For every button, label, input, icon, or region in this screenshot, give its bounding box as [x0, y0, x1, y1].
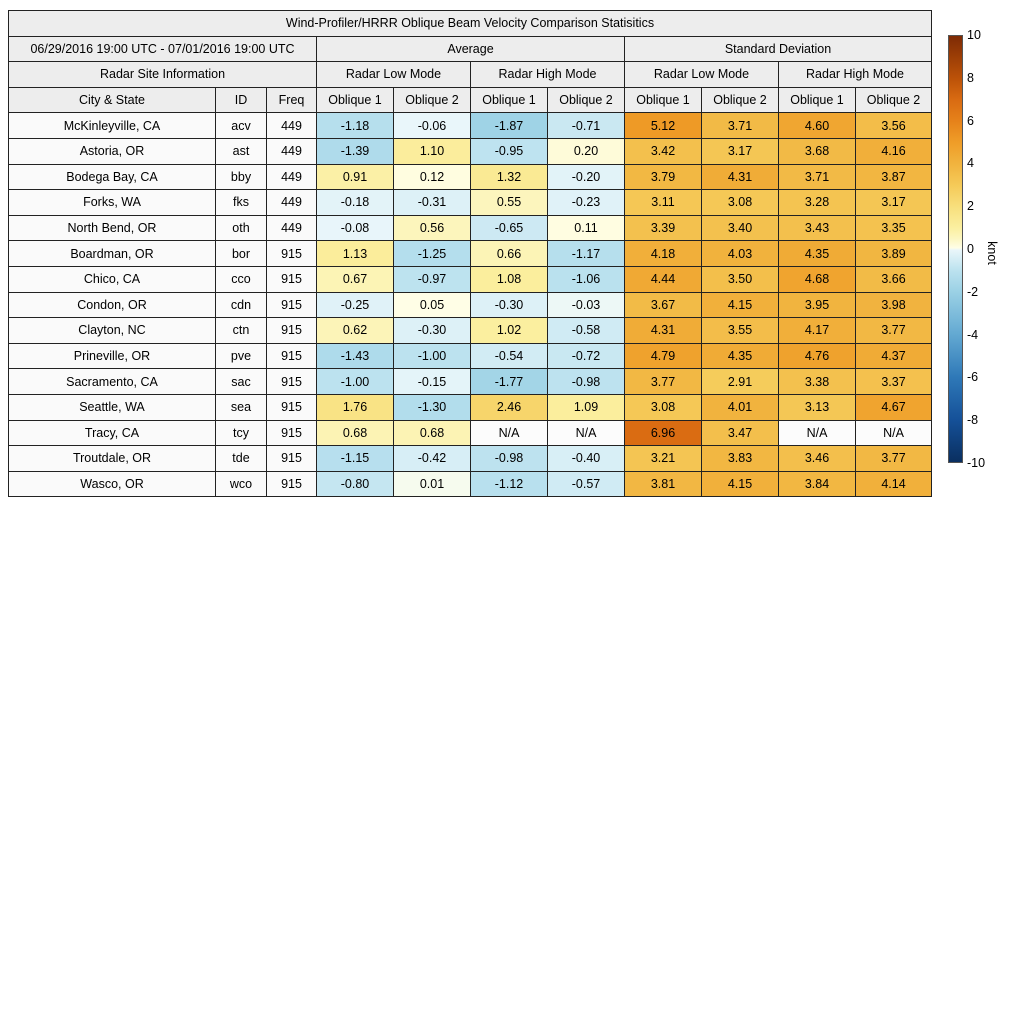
value-cell: -0.57: [548, 471, 625, 497]
value-cell: -1.17: [548, 241, 625, 267]
value-cell: 3.43: [779, 215, 856, 241]
table-row: [9, 343, 932, 369]
value-cell: 0.05: [394, 292, 471, 318]
value-cell: -1.77: [471, 369, 548, 395]
date-range: 06/29/2016 19:00 UTC - 07/01/2016 19:00 UTC: [9, 36, 317, 62]
city-cell: North Bend, OR: [9, 215, 216, 241]
value-cell: 3.40: [702, 215, 779, 241]
mode-header-std-high: Radar High Mode: [779, 62, 932, 88]
value-cell: 3.08: [625, 394, 702, 420]
city-cell: Sacramento, CA: [9, 369, 216, 395]
id-cell: fks: [216, 190, 267, 216]
freq-cell: 449: [267, 113, 317, 139]
mode-header-avg-low: Radar Low Mode: [317, 62, 471, 88]
mode-header-row: [9, 62, 932, 88]
value-cell: 3.81: [625, 471, 702, 497]
value-cell: 3.47: [702, 420, 779, 446]
col-header: Oblique 2: [548, 87, 625, 113]
value-cell: 4.44: [625, 266, 702, 292]
value-cell: 4.79: [625, 343, 702, 369]
value-cell: 4.68: [779, 266, 856, 292]
value-cell: 6.96: [625, 420, 702, 446]
value-cell: -0.98: [548, 369, 625, 395]
value-cell: 0.62: [317, 318, 394, 344]
value-cell: -0.03: [548, 292, 625, 318]
city-cell: Boardman, OR: [9, 241, 216, 267]
table-row: [9, 369, 932, 395]
value-cell: 1.08: [471, 266, 548, 292]
value-cell: -0.65: [471, 215, 548, 241]
colorbar-tick-label: 2: [967, 199, 974, 214]
colorbar-tick-label: -8: [967, 413, 979, 428]
table-row: [9, 266, 932, 292]
value-cell: -0.15: [394, 369, 471, 395]
freq-cell: 915: [267, 369, 317, 395]
value-cell: 3.71: [702, 113, 779, 139]
freq-cell: 915: [267, 420, 317, 446]
value-cell: 3.37: [856, 369, 932, 395]
id-cell: pve: [216, 343, 267, 369]
table-row: [9, 215, 932, 241]
value-cell: 3.13: [779, 394, 856, 420]
freq-cell: 449: [267, 138, 317, 164]
id-cell: ctn: [216, 318, 267, 344]
value-cell: 0.66: [471, 241, 548, 267]
value-cell: 1.13: [317, 241, 394, 267]
value-cell: -0.18: [317, 190, 394, 216]
value-cell: -1.87: [471, 113, 548, 139]
city-cell: McKinleyville, CA: [9, 113, 216, 139]
value-cell: -0.06: [394, 113, 471, 139]
id-cell: sac: [216, 369, 267, 395]
title-row: [9, 11, 932, 37]
value-cell: 1.32: [471, 164, 548, 190]
value-cell: 3.83: [702, 446, 779, 472]
value-cell: 0.91: [317, 164, 394, 190]
id-cell: ast: [216, 138, 267, 164]
value-cell: -1.30: [394, 394, 471, 420]
value-cell: 4.16: [856, 138, 932, 164]
col-header: Oblique 1: [625, 87, 702, 113]
value-cell: 3.98: [856, 292, 932, 318]
city-cell: Bodega Bay, CA: [9, 164, 216, 190]
value-cell: 3.55: [702, 318, 779, 344]
value-cell: 0.68: [394, 420, 471, 446]
city-cell: Chico, CA: [9, 266, 216, 292]
value-cell: -1.12: [471, 471, 548, 497]
value-cell: 4.15: [702, 471, 779, 497]
value-cell: 3.68: [779, 138, 856, 164]
value-cell: 3.56: [856, 113, 932, 139]
value-cell: -1.00: [394, 343, 471, 369]
id-cell: acv: [216, 113, 267, 139]
col-header: Oblique 1: [471, 87, 548, 113]
city-cell: Tracy, CA: [9, 420, 216, 446]
table-title: Wind-Profiler/HRRR Oblique Beam Velocity Comparison Statisitics: [9, 11, 932, 37]
value-cell: 3.84: [779, 471, 856, 497]
value-cell: 0.56: [394, 215, 471, 241]
colorbar-tick-label: 0: [967, 242, 974, 256]
id-cell: tde: [216, 446, 267, 472]
col-header: City & State: [9, 87, 216, 113]
value-cell: 4.31: [625, 318, 702, 344]
value-cell: 0.12: [394, 164, 471, 190]
mode-header-std-low: Radar Low Mode: [625, 62, 779, 88]
value-cell: 0.67: [317, 266, 394, 292]
value-cell: -0.98: [471, 446, 548, 472]
freq-cell: 915: [267, 292, 317, 318]
value-cell: 4.31: [702, 164, 779, 190]
value-cell: -1.25: [394, 241, 471, 267]
value-cell: 4.03: [702, 241, 779, 267]
value-cell: -0.25: [317, 292, 394, 318]
value-cell: 3.39: [625, 215, 702, 241]
freq-cell: 915: [267, 343, 317, 369]
freq-cell: 449: [267, 190, 317, 216]
value-cell: 4.76: [779, 343, 856, 369]
value-cell: 3.87: [856, 164, 932, 190]
value-cell: 4.35: [779, 241, 856, 267]
value-cell: 4.67: [856, 394, 932, 420]
value-cell: 4.35: [702, 343, 779, 369]
table-row: [9, 394, 932, 420]
value-cell: 3.77: [856, 446, 932, 472]
id-cell: bby: [216, 164, 267, 190]
id-cell: cco: [216, 266, 267, 292]
value-cell: -1.06: [548, 266, 625, 292]
table-row: [9, 241, 932, 267]
value-cell: -0.40: [548, 446, 625, 472]
value-cell: -1.15: [317, 446, 394, 472]
table-row: [9, 138, 932, 164]
value-cell: 4.01: [702, 394, 779, 420]
group-header-average: Average: [317, 36, 625, 62]
value-cell: -0.71: [548, 113, 625, 139]
value-cell: 3.89: [856, 241, 932, 267]
value-cell: 4.15: [702, 292, 779, 318]
freq-cell: 915: [267, 266, 317, 292]
value-cell: -0.08: [317, 215, 394, 241]
colorbar-tick-label: -2: [967, 284, 979, 299]
group-header-row: [9, 36, 932, 62]
table-row: [9, 420, 932, 446]
value-cell: -1.00: [317, 369, 394, 395]
value-cell: 1.76: [317, 394, 394, 420]
value-cell: -0.72: [548, 343, 625, 369]
colorbar-tick-label: 6: [967, 113, 974, 128]
value-cell: -1.43: [317, 343, 394, 369]
value-cell: 3.11: [625, 190, 702, 216]
col-header: Oblique 2: [702, 87, 779, 113]
value-cell: 4.60: [779, 113, 856, 139]
value-cell: -0.30: [471, 292, 548, 318]
value-cell: 3.77: [625, 369, 702, 395]
table-row: [9, 113, 932, 139]
freq-cell: 449: [267, 215, 317, 241]
value-cell: -0.54: [471, 343, 548, 369]
value-cell: -0.58: [548, 318, 625, 344]
table-row: [9, 318, 932, 344]
value-cell: -0.23: [548, 190, 625, 216]
table-row: [9, 446, 932, 472]
colorbar-tick-label: 4: [967, 156, 974, 171]
value-cell: 0.11: [548, 215, 625, 241]
value-cell: 0.68: [317, 420, 394, 446]
id-cell: oth: [216, 215, 267, 241]
id-cell: wco: [216, 471, 267, 497]
value-cell: 0.20: [548, 138, 625, 164]
freq-cell: 915: [267, 318, 317, 344]
value-cell: 2.46: [471, 394, 548, 420]
stats-table: [8, 10, 932, 497]
value-cell: -0.42: [394, 446, 471, 472]
table-row: [9, 164, 932, 190]
table-row: [9, 292, 932, 318]
value-cell: 3.79: [625, 164, 702, 190]
city-cell: Astoria, OR: [9, 138, 216, 164]
value-cell: -1.18: [317, 113, 394, 139]
city-cell: Seattle, WA: [9, 394, 216, 420]
freq-cell: 915: [267, 394, 317, 420]
table-row: [9, 190, 932, 216]
value-cell: 3.17: [702, 138, 779, 164]
colorbar-tick-label: 10: [967, 28, 981, 42]
city-cell: Condon, OR: [9, 292, 216, 318]
mode-header-avg-high: Radar High Mode: [471, 62, 625, 88]
value-cell: 4.14: [856, 471, 932, 497]
freq-cell: 915: [267, 446, 317, 472]
city-cell: Wasco, OR: [9, 471, 216, 497]
value-cell: 3.28: [779, 190, 856, 216]
colorbar-tick-label: -4: [967, 327, 979, 342]
site-info-header: Radar Site Information: [9, 62, 317, 88]
value-cell: 0.55: [471, 190, 548, 216]
value-cell: 3.66: [856, 266, 932, 292]
value-cell: 3.95: [779, 292, 856, 318]
value-cell: 2.91: [702, 369, 779, 395]
city-cell: Prineville, OR: [9, 343, 216, 369]
id-cell: cdn: [216, 292, 267, 318]
value-cell: N/A: [856, 420, 932, 446]
colorbar-unit-label: knot: [985, 241, 999, 265]
colorbar: [948, 35, 963, 463]
freq-cell: 915: [267, 241, 317, 267]
value-cell: -0.97: [394, 266, 471, 292]
col-header: ID: [216, 87, 267, 113]
group-header-standard-deviation: Standard Deviation: [625, 36, 932, 62]
id-cell: sea: [216, 394, 267, 420]
value-cell: 3.77: [856, 318, 932, 344]
colorbar-tick-label: -6: [967, 370, 979, 385]
value-cell: N/A: [779, 420, 856, 446]
city-cell: Clayton, NC: [9, 318, 216, 344]
value-cell: -0.30: [394, 318, 471, 344]
col-header: Freq: [267, 87, 317, 113]
col-header: Oblique 2: [856, 87, 932, 113]
colorbar-tick-label: 8: [967, 70, 974, 85]
value-cell: 3.38: [779, 369, 856, 395]
value-cell: -1.39: [317, 138, 394, 164]
value-cell: 3.17: [856, 190, 932, 216]
value-cell: 3.67: [625, 292, 702, 318]
value-cell: -0.80: [317, 471, 394, 497]
freq-cell: 915: [267, 471, 317, 497]
value-cell: 3.08: [702, 190, 779, 216]
id-cell: tcy: [216, 420, 267, 446]
freq-cell: 449: [267, 164, 317, 190]
value-cell: 1.02: [471, 318, 548, 344]
value-cell: -0.95: [471, 138, 548, 164]
value-cell: -0.20: [548, 164, 625, 190]
id-cell: bor: [216, 241, 267, 267]
table-row: [9, 471, 932, 497]
value-cell: 3.46: [779, 446, 856, 472]
col-header: Oblique 2: [394, 87, 471, 113]
value-cell: 3.71: [779, 164, 856, 190]
city-cell: Forks, WA: [9, 190, 216, 216]
value-cell: 4.17: [779, 318, 856, 344]
value-cell: 1.10: [394, 138, 471, 164]
value-cell: 3.42: [625, 138, 702, 164]
col-header: Oblique 1: [317, 87, 394, 113]
value-cell: 3.35: [856, 215, 932, 241]
colorbar-tick-label: -10: [967, 456, 986, 470]
value-cell: 1.09: [548, 394, 625, 420]
value-cell: 5.12: [625, 113, 702, 139]
city-cell: Troutdale, OR: [9, 446, 216, 472]
value-cell: 0.01: [394, 471, 471, 497]
value-cell: 4.37: [856, 343, 932, 369]
column-header-row: [9, 87, 932, 113]
value-cell: 4.18: [625, 241, 702, 267]
value-cell: N/A: [548, 420, 625, 446]
value-cell: 3.50: [702, 266, 779, 292]
col-header: Oblique 1: [779, 87, 856, 113]
value-cell: 3.21: [625, 446, 702, 472]
value-cell: -0.31: [394, 190, 471, 216]
value-cell: N/A: [471, 420, 548, 446]
